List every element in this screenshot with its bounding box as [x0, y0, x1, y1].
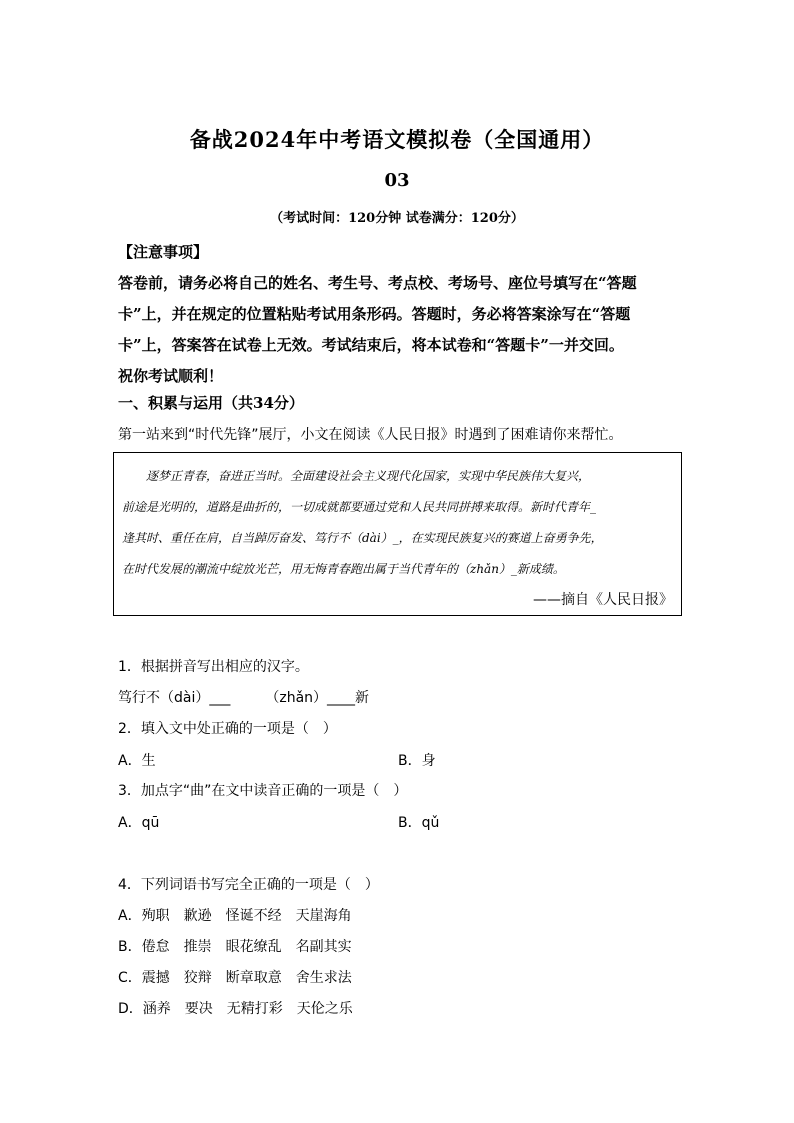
option-word: 天崖海角: [295, 908, 352, 924]
option-word: 歉逊: [183, 908, 212, 924]
exam-title: 备战2024年中考语文模拟卷（全国通用）: [189, 127, 605, 152]
option-word: 涵养: [142, 1001, 171, 1017]
passage-line: 逐梦正青春，奋进正当时。全面建设社会主义现代化国家，实现中华民族伟大复兴，: [146, 469, 591, 483]
exam-number: 03: [384, 170, 410, 191]
question-3-option-b[interactable]: B．qǔ: [398, 815, 440, 831]
option-word: 殉职: [141, 908, 170, 924]
option-word: 天伦之乐: [296, 1001, 353, 1017]
option-label: C．: [118, 970, 142, 986]
question-3: 3．加点字“曲”在文中读音正确的一项是（ ）: [118, 783, 408, 799]
option-word: 狡辩: [183, 970, 212, 986]
question-1-answer-line: 笃行不（dài）___ （zhǎn）____新: [118, 690, 370, 706]
option-word: 无精打彩: [226, 1001, 283, 1017]
notice-block: [118, 237, 683, 392]
notice-heading: 【注意事项】: [118, 243, 209, 261]
option-label: A．: [118, 908, 142, 924]
question-4-option-b[interactable]: [118, 936, 366, 956]
notice-line: 卡”上，答案答在试卷上无效。考试结束后，将本试卷和“答题卡”一并交回。: [118, 336, 624, 354]
section-intro: 第一站来到“时代先锋”展厅，小文在阅读《人民日报》时遇到了困难请你来帮忙。: [118, 427, 623, 443]
passage-line: 在时代发展的潮流中绽放光芒，用无悔青春跑出属于当代青年的（zhǎn）_新成绩。: [122, 562, 565, 576]
option-word: 推崇: [183, 939, 212, 955]
option-word: 名副其实: [295, 939, 352, 955]
option-word: 断章取意: [225, 970, 282, 986]
passage-text: [122, 461, 674, 585]
passage-source: ——摘自《人民日报》: [533, 592, 673, 608]
question-1: 1．根据拼音写出相应的汉字。: [118, 659, 309, 675]
question-4-option-c[interactable]: [118, 967, 366, 987]
option-word: 要决: [184, 1001, 213, 1017]
section-heading: 一、积累与运用（共34分）: [118, 394, 304, 412]
option-word: 舍生求法: [295, 970, 352, 986]
option-label: D．: [118, 1001, 143, 1017]
option-word: 震撼: [141, 970, 170, 986]
passage-line: 前途是光明的，道路是曲折的，一切成就都要通过党和人民共同拼搏来取得。新时代青年_: [122, 500, 597, 514]
option-word: 眼花缭乱: [225, 939, 282, 955]
notice-line: 卡”上，并在规定的位置粘贴考试用条形码。答题时，务必将答案涂写在“答题: [118, 305, 631, 323]
question-4-option-d[interactable]: [118, 998, 367, 1018]
notice-line: 祝你考试顺利！: [118, 367, 224, 385]
passage-box: [113, 452, 682, 616]
question-2: 2．填入文中处正确的一项是（ ）: [118, 721, 337, 737]
passage-line: 逢其时、重任在肩，自当踔厉奋发、笃行不（dài）_，在实现民族复兴的赛道上奋勇争先，: [122, 531, 603, 545]
question-4-option-a[interactable]: [118, 905, 366, 925]
exam-info: （考试时间：120分钟 试卷满分：120分）: [270, 211, 524, 226]
option-word: 怪诞不经: [225, 908, 282, 924]
question-3-option-a[interactable]: A．qū: [118, 815, 160, 831]
question-2-option-a[interactable]: A．生: [118, 753, 156, 769]
option-label: B．: [118, 939, 142, 955]
question-2-option-b[interactable]: B．身: [398, 753, 436, 769]
notice-line: 答卷前，请务必将自己的姓名、考生号、考点校、考场号、座位号填写在“答题: [118, 274, 637, 292]
option-word: 倦怠: [141, 939, 170, 955]
question-4: 4．下列词语书写完全正确的一项是（ ）: [118, 877, 379, 893]
